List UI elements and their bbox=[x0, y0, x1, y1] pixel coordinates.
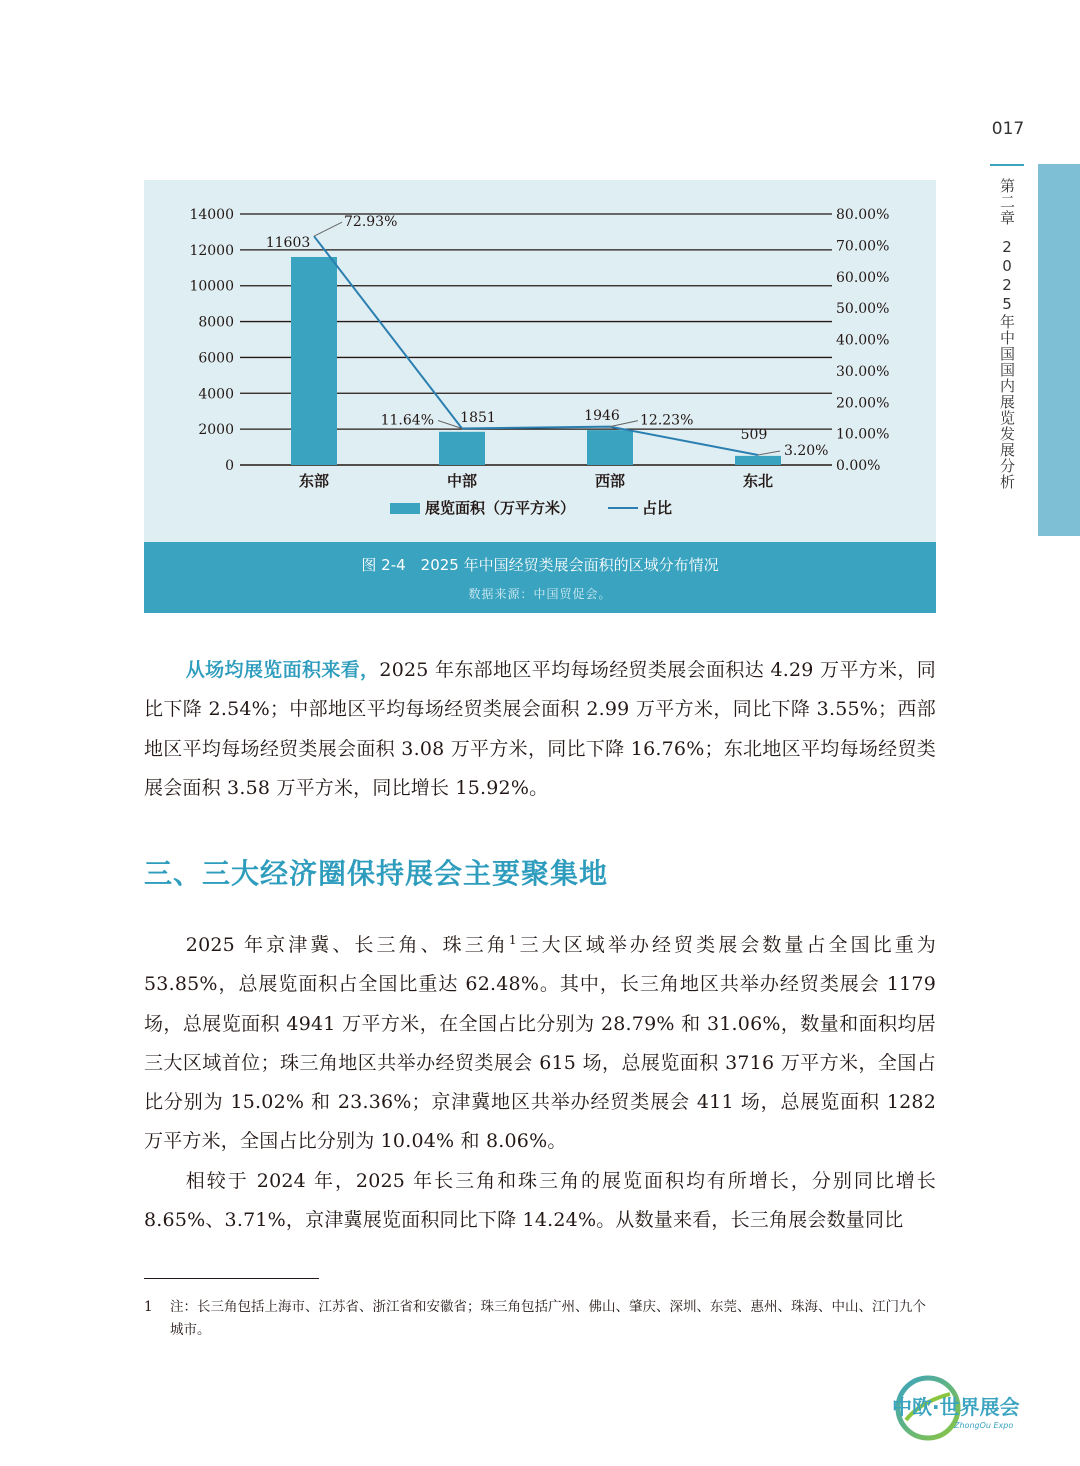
footnote-text: 注：长三角包括上海市、江苏省、浙江省和安徽省；珠三角包括广州、佛山、肇庆、深圳、东莞、惠州、珠海、中山、江门九个城市。 bbox=[170, 1299, 926, 1338]
section-heading: 三、三大经济圈保持展会主要聚集地 bbox=[144, 857, 609, 890]
figure-chart-panel bbox=[144, 180, 936, 542]
y-left-tick-label: 4000 bbox=[198, 386, 234, 403]
expo-logo bbox=[890, 1372, 1050, 1450]
y-left-tick-label: 6000 bbox=[198, 350, 234, 367]
y-left-tick-label: 2000 bbox=[198, 422, 234, 439]
line-value-label: 72.93% bbox=[344, 214, 398, 231]
running-chapter-title bbox=[994, 178, 1020, 490]
paragraph-comparison: 相较于 2024 年，2025 年长三角和珠三角的展览面积均有所增长，分别同比增长 8.65%、3.71%，京津冀展览面积同比下降 14.24%。从数量来看，长三角展会数量同比 bbox=[144, 1170, 936, 1232]
bar bbox=[735, 456, 781, 465]
y-left-tick-label: 14000 bbox=[189, 207, 234, 223]
figure-caption: 图 2-4 2025 年中国经贸类展会面积的区域分布情况 bbox=[361, 556, 719, 574]
footnote-rule bbox=[144, 1278, 319, 1279]
x-category-label: 中部 bbox=[446, 472, 478, 490]
y-right-tick-label: 30.00% bbox=[836, 363, 890, 380]
page-number: 017 bbox=[991, 119, 1025, 139]
paragraph-part-b: 三大区域举办经贸类展会数量占全国比重为 53.85%，总展览面积占全国比重达 62.48%。其中，长三角地区共举办经贸类展会 1179 场，总展览面积 4941 万平方米，在全国占比分别为 28.79% 和 31.06%，数量和面积均居三大区域首位；珠三角地区共举办经贸类展会 615 场，总展览面积 3716 万平方米，全国占比分别为 15.02% 和 23.36%；京津冀地区共举办经贸类展会 411 场，总展览面积 1282 万平方米，全国占比分别为 10.04% 和 8.06%。 bbox=[144, 934, 936, 1153]
x-category-label: 西部 bbox=[594, 472, 626, 490]
bar-value-label: 1946 bbox=[584, 408, 620, 425]
line-value-label: 12.23% bbox=[640, 412, 694, 429]
footnote bbox=[144, 1296, 936, 1342]
logo-subtext: ZhongOu Expo bbox=[954, 1421, 1014, 1430]
y-left-tick-label: 12000 bbox=[189, 242, 234, 259]
x-category-label: 东北 bbox=[742, 472, 774, 490]
bar bbox=[587, 430, 633, 465]
y-right-tick-label: 60.00% bbox=[836, 269, 890, 286]
line-value-label: 11.64% bbox=[380, 412, 434, 429]
running-book-title: 2025年中国国内展览发展分析 bbox=[998, 238, 1016, 490]
label-leader-line bbox=[314, 222, 342, 236]
line-value-label: 3.20% bbox=[784, 442, 829, 459]
bar-value-label: 11603 bbox=[265, 234, 311, 251]
y-right-tick-label: 80.00% bbox=[836, 207, 890, 223]
paragraph-lead: 从场均展览面积来看， bbox=[185, 659, 380, 681]
paragraph-avg-area bbox=[144, 651, 936, 808]
y-right-tick-label: 50.00% bbox=[836, 301, 890, 318]
label-leader-line bbox=[758, 451, 780, 455]
figure-caption-box bbox=[144, 542, 936, 613]
bar bbox=[291, 257, 337, 465]
footnote-number: 1 bbox=[144, 1299, 153, 1315]
figure-source: 数据来源：中国贸促会。 bbox=[468, 587, 612, 601]
y-right-tick-label: 10.00% bbox=[836, 426, 890, 443]
bar-value-label: 1851 bbox=[460, 409, 496, 426]
y-right-tick-label: 40.00% bbox=[836, 332, 890, 349]
paragraph-body: 2025 年东部地区平均每场经贸类展会面积达 4.29 万平方米，同比下降 2.54%；中部地区平均每场经贸类展会面积 2.99 万平方米，同比下降 3.55%；西部地区平均每场经贸类展会面积 3.08 万平方米，同比下降 16.76%；东北地区平均每场经贸类展会面积 3.58 万平方米，同比增长 15.92%。 bbox=[144, 659, 936, 799]
legend-line-label: 占比 bbox=[642, 499, 673, 517]
y-left-tick-label: 10000 bbox=[189, 278, 234, 295]
legend-bar-swatch bbox=[390, 503, 420, 514]
bar bbox=[439, 432, 485, 465]
paragraph-part-a: 2025 年京津冀、长三角、珠三角 bbox=[185, 934, 509, 956]
chapter-side-tab bbox=[1038, 164, 1080, 536]
y-right-tick-label: 0.00% bbox=[836, 458, 881, 474]
logo-text: 中欧·世界展会 bbox=[892, 1395, 1020, 1419]
y-left-tick-label: 8000 bbox=[198, 314, 234, 331]
y-left-tick-label: 0 bbox=[225, 458, 234, 474]
y-right-tick-label: 70.00% bbox=[836, 238, 890, 255]
y-right-tick-label: 20.00% bbox=[836, 395, 890, 412]
bar-value-label: 509 bbox=[740, 426, 768, 443]
x-category-label: 东部 bbox=[298, 472, 330, 490]
paragraph-economic-circles bbox=[144, 926, 936, 1162]
page-number-rule bbox=[990, 164, 1024, 166]
footnote-marker: 1 bbox=[508, 933, 517, 947]
legend-bar-label: 展览面积（万平方米） bbox=[425, 499, 576, 517]
bar-line-chart bbox=[144, 180, 936, 542]
running-chapter-number: 第二章 bbox=[998, 178, 1016, 226]
